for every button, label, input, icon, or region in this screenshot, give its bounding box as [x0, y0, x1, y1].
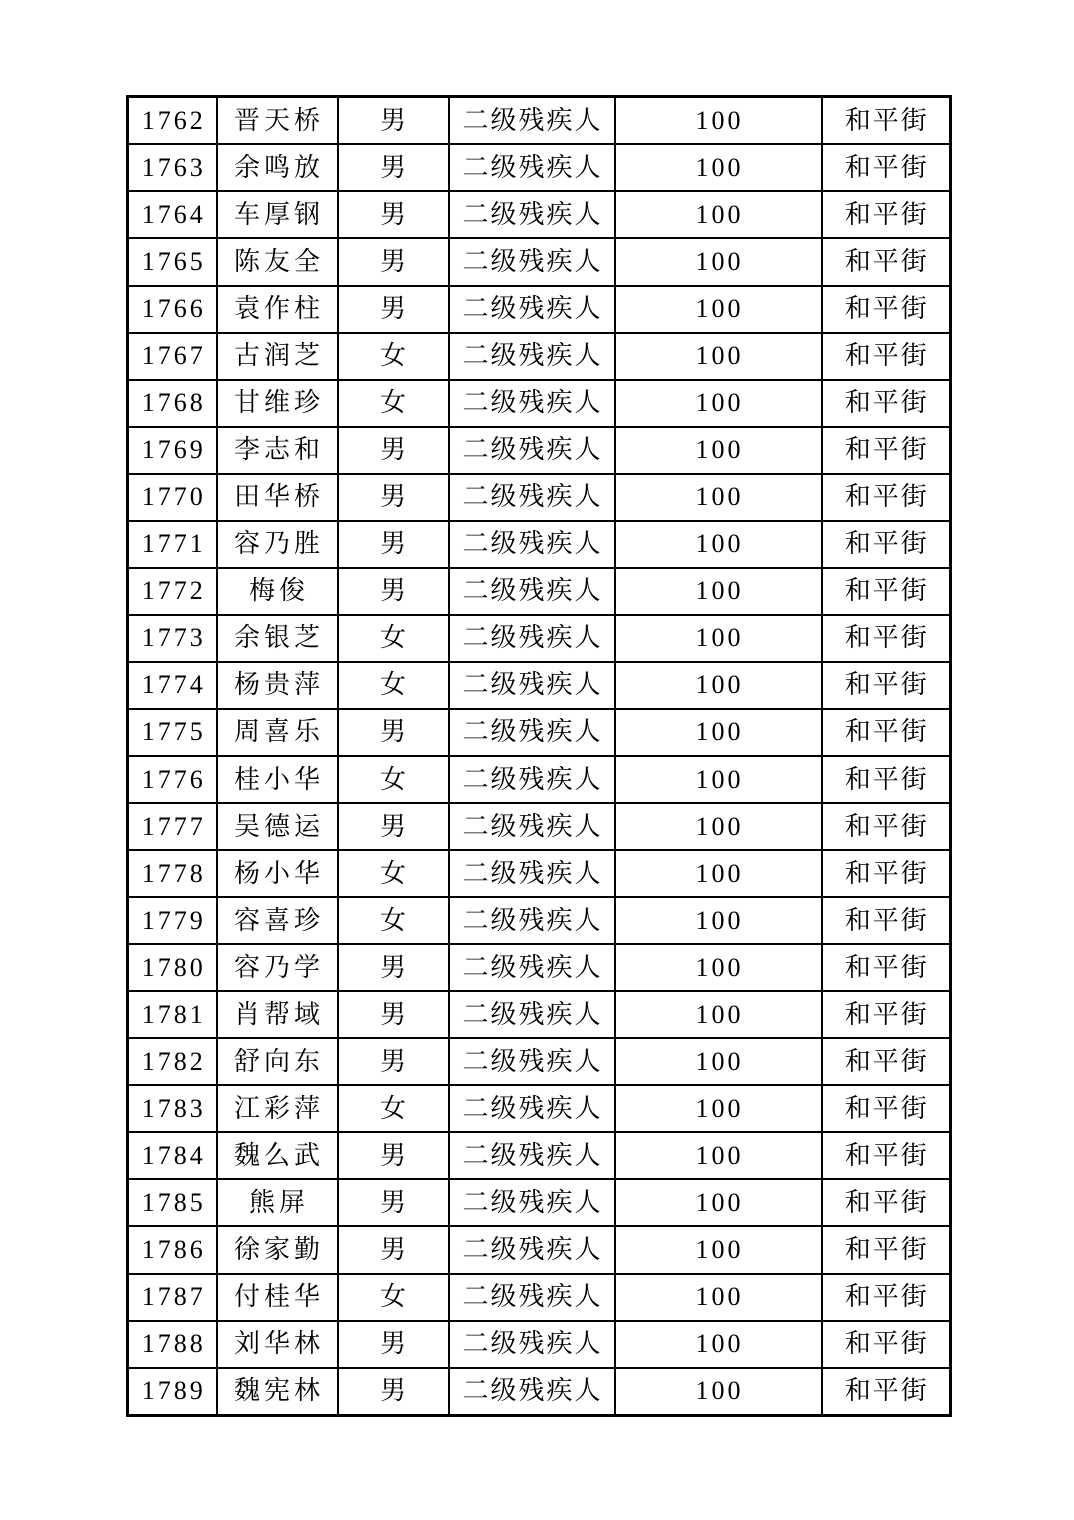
gender-cell: 男: [338, 944, 449, 991]
disability-category-cell: 二级残疾人: [449, 191, 615, 238]
gender-cell: 男: [338, 144, 449, 191]
person-name-cell: 陈友全: [217, 238, 338, 285]
person-name-cell: 容乃学: [217, 944, 338, 991]
street-district-cell: 和平街: [822, 427, 951, 474]
gender-cell: 女: [338, 897, 449, 944]
person-name-cell: 周喜乐: [217, 709, 338, 756]
table-row: [128, 944, 951, 991]
serial-number-cell: 1782: [128, 1038, 217, 1085]
table-row: [128, 1132, 951, 1179]
subsidy-amount-cell: 100: [615, 1321, 822, 1368]
gender-cell: 男: [338, 1179, 449, 1226]
gender-cell: 男: [338, 521, 449, 568]
person-name-cell: 车厚钢: [217, 191, 338, 238]
table-row: [128, 144, 951, 191]
serial-number-cell: 1779: [128, 897, 217, 944]
table-row: [128, 191, 951, 238]
serial-number-cell: 1764: [128, 191, 217, 238]
serial-number-cell: 1765: [128, 238, 217, 285]
gender-cell: 女: [338, 756, 449, 803]
gender-cell: 男: [338, 1132, 449, 1179]
serial-number-cell: 1773: [128, 615, 217, 662]
gender-cell: 男: [338, 1321, 449, 1368]
street-district-cell: 和平街: [822, 803, 951, 850]
table-row: [128, 333, 951, 380]
disability-category-cell: 二级残疾人: [449, 568, 615, 615]
street-district-cell: 和平街: [822, 380, 951, 427]
subsidy-amount-cell: 100: [615, 333, 822, 380]
subsidy-amount-cell: 100: [615, 850, 822, 897]
serial-number-cell: 1788: [128, 1321, 217, 1368]
person-name-cell: 梅俊: [217, 568, 338, 615]
street-district-cell: 和平街: [822, 1274, 951, 1321]
gender-cell: 女: [338, 1085, 449, 1132]
table-row: [128, 991, 951, 1038]
table-row: [128, 427, 951, 474]
street-district-cell: 和平街: [822, 1179, 951, 1226]
subsidy-amount-cell: 100: [615, 709, 822, 756]
disability-category-cell: 二级残疾人: [449, 1179, 615, 1226]
person-name-cell: 田华桥: [217, 474, 338, 521]
subsidy-amount-cell: 100: [615, 474, 822, 521]
gender-cell: 男: [338, 803, 449, 850]
subsidy-amount-cell: 100: [615, 615, 822, 662]
serial-number-cell: 1771: [128, 521, 217, 568]
subsidy-amount-cell: 100: [615, 568, 822, 615]
disability-category-cell: 二级残疾人: [449, 97, 615, 145]
disability-category-cell: 二级残疾人: [449, 662, 615, 709]
serial-number-cell: 1775: [128, 709, 217, 756]
serial-number-cell: 1770: [128, 474, 217, 521]
table-row: [128, 1368, 951, 1416]
subsidy-amount-cell: 100: [615, 1226, 822, 1273]
serial-number-cell: 1785: [128, 1179, 217, 1226]
serial-number-cell: 1781: [128, 991, 217, 1038]
disability-category-cell: 二级残疾人: [449, 286, 615, 333]
gender-cell: 男: [338, 238, 449, 285]
street-district-cell: 和平街: [822, 944, 951, 991]
disability-subsidy-roster-table: [126, 95, 952, 1417]
subsidy-amount-cell: 100: [615, 97, 822, 145]
disability-category-cell: 二级残疾人: [449, 1274, 615, 1321]
table-row: [128, 709, 951, 756]
table-row: [128, 1274, 951, 1321]
table-row: [128, 1226, 951, 1273]
person-name-cell: 李志和: [217, 427, 338, 474]
gender-cell: 男: [338, 709, 449, 756]
table-row: [128, 286, 951, 333]
table-row: [128, 615, 951, 662]
gender-cell: 女: [338, 662, 449, 709]
disability-category-cell: 二级残疾人: [449, 427, 615, 474]
gender-cell: 男: [338, 568, 449, 615]
disability-category-cell: 二级残疾人: [449, 944, 615, 991]
subsidy-amount-cell: 100: [615, 991, 822, 1038]
person-name-cell: 肖帮域: [217, 991, 338, 1038]
person-name-cell: 容乃胜: [217, 521, 338, 568]
disability-category-cell: 二级残疾人: [449, 803, 615, 850]
serial-number-cell: 1780: [128, 944, 217, 991]
table-row: [128, 897, 951, 944]
street-district-cell: 和平街: [822, 286, 951, 333]
serial-number-cell: 1774: [128, 662, 217, 709]
subsidy-amount-cell: 100: [615, 238, 822, 285]
table-row: [128, 568, 951, 615]
disability-category-cell: 二级残疾人: [449, 897, 615, 944]
serial-number-cell: 1767: [128, 333, 217, 380]
serial-number-cell: 1763: [128, 144, 217, 191]
gender-cell: 女: [338, 850, 449, 897]
disability-category-cell: 二级残疾人: [449, 1085, 615, 1132]
table-row: [128, 1038, 951, 1085]
serial-number-cell: 1783: [128, 1085, 217, 1132]
disability-category-cell: 二级残疾人: [449, 144, 615, 191]
table-row: [128, 521, 951, 568]
person-name-cell: 熊屏: [217, 1179, 338, 1226]
street-district-cell: 和平街: [822, 1132, 951, 1179]
person-name-cell: 甘维珍: [217, 380, 338, 427]
serial-number-cell: 1762: [128, 97, 217, 145]
person-name-cell: 余银芝: [217, 615, 338, 662]
disability-category-cell: 二级残疾人: [449, 615, 615, 662]
disability-category-cell: 二级残疾人: [449, 238, 615, 285]
serial-number-cell: 1777: [128, 803, 217, 850]
person-name-cell: 杨贵萍: [217, 662, 338, 709]
serial-number-cell: 1768: [128, 380, 217, 427]
table-row: [128, 238, 951, 285]
person-name-cell: 魏么武: [217, 1132, 338, 1179]
serial-number-cell: 1786: [128, 1226, 217, 1273]
subsidy-amount-cell: 100: [615, 1085, 822, 1132]
subsidy-amount-cell: 100: [615, 286, 822, 333]
street-district-cell: 和平街: [822, 709, 951, 756]
table-row: [128, 662, 951, 709]
person-name-cell: 徐家勤: [217, 1226, 338, 1273]
street-district-cell: 和平街: [822, 1368, 951, 1416]
disability-category-cell: 二级残疾人: [449, 1226, 615, 1273]
street-district-cell: 和平街: [822, 1226, 951, 1273]
street-district-cell: 和平街: [822, 991, 951, 1038]
table-row: [128, 756, 951, 803]
gender-cell: 男: [338, 1368, 449, 1416]
disability-category-cell: 二级残疾人: [449, 1038, 615, 1085]
subsidy-amount-cell: 100: [615, 1038, 822, 1085]
subsidy-amount-cell: 100: [615, 144, 822, 191]
serial-number-cell: 1766: [128, 286, 217, 333]
street-district-cell: 和平街: [822, 1085, 951, 1132]
table-row: [128, 1179, 951, 1226]
subsidy-amount-cell: 100: [615, 191, 822, 238]
gender-cell: 男: [338, 286, 449, 333]
subsidy-amount-cell: 100: [615, 1179, 822, 1226]
disability-category-cell: 二级残疾人: [449, 1321, 615, 1368]
gender-cell: 男: [338, 1226, 449, 1273]
gender-cell: 男: [338, 1038, 449, 1085]
gender-cell: 男: [338, 191, 449, 238]
person-name-cell: 容喜珍: [217, 897, 338, 944]
disability-category-cell: 二级残疾人: [449, 521, 615, 568]
serial-number-cell: 1778: [128, 850, 217, 897]
serial-number-cell: 1784: [128, 1132, 217, 1179]
serial-number-cell: 1776: [128, 756, 217, 803]
serial-number-cell: 1769: [128, 427, 217, 474]
gender-cell: 女: [338, 380, 449, 427]
serial-number-cell: 1789: [128, 1368, 217, 1416]
person-name-cell: 杨小华: [217, 850, 338, 897]
table-row: [128, 850, 951, 897]
subsidy-amount-cell: 100: [615, 380, 822, 427]
street-district-cell: 和平街: [822, 568, 951, 615]
street-district-cell: 和平街: [822, 333, 951, 380]
subsidy-amount-cell: 100: [615, 521, 822, 568]
subsidy-amount-cell: 100: [615, 1274, 822, 1321]
gender-cell: 女: [338, 333, 449, 380]
gender-cell: 男: [338, 991, 449, 1038]
table-row: [128, 474, 951, 521]
disability-category-cell: 二级残疾人: [449, 991, 615, 1038]
subsidy-amount-cell: 100: [615, 1368, 822, 1416]
person-name-cell: 古润芝: [217, 333, 338, 380]
table-row: [128, 1321, 951, 1368]
person-name-cell: 江彩萍: [217, 1085, 338, 1132]
subsidy-amount-cell: 100: [615, 662, 822, 709]
disability-category-cell: 二级残疾人: [449, 850, 615, 897]
street-district-cell: 和平街: [822, 1321, 951, 1368]
serial-number-cell: 1772: [128, 568, 217, 615]
subsidy-amount-cell: 100: [615, 427, 822, 474]
subsidy-amount-cell: 100: [615, 897, 822, 944]
disability-category-cell: 二级残疾人: [449, 1368, 615, 1416]
person-name-cell: 刘华林: [217, 1321, 338, 1368]
street-district-cell: 和平街: [822, 474, 951, 521]
gender-cell: 男: [338, 474, 449, 521]
disability-category-cell: 二级残疾人: [449, 333, 615, 380]
disability-category-cell: 二级残疾人: [449, 756, 615, 803]
table-row: [128, 803, 951, 850]
table-body: [128, 97, 951, 1416]
gender-cell: 女: [338, 1274, 449, 1321]
table-row: [128, 380, 951, 427]
subsidy-amount-cell: 100: [615, 1132, 822, 1179]
disability-category-cell: 二级残疾人: [449, 1132, 615, 1179]
subsidy-amount-cell: 100: [615, 756, 822, 803]
disability-category-cell: 二级残疾人: [449, 474, 615, 521]
table-row: [128, 97, 951, 145]
street-district-cell: 和平街: [822, 97, 951, 145]
person-name-cell: 付桂华: [217, 1274, 338, 1321]
subsidy-amount-cell: 100: [615, 944, 822, 991]
person-name-cell: 魏宪林: [217, 1368, 338, 1416]
table-row: [128, 1085, 951, 1132]
person-name-cell: 桂小华: [217, 756, 338, 803]
street-district-cell: 和平街: [822, 144, 951, 191]
person-name-cell: 袁作柱: [217, 286, 338, 333]
street-district-cell: 和平街: [822, 662, 951, 709]
street-district-cell: 和平街: [822, 850, 951, 897]
gender-cell: 男: [338, 97, 449, 145]
person-name-cell: 晋天桥: [217, 97, 338, 145]
street-district-cell: 和平街: [822, 756, 951, 803]
subsidy-amount-cell: 100: [615, 803, 822, 850]
disability-category-cell: 二级残疾人: [449, 380, 615, 427]
person-name-cell: 余鸣放: [217, 144, 338, 191]
street-district-cell: 和平街: [822, 615, 951, 662]
disability-category-cell: 二级残疾人: [449, 709, 615, 756]
street-district-cell: 和平街: [822, 191, 951, 238]
street-district-cell: 和平街: [822, 238, 951, 285]
street-district-cell: 和平街: [822, 897, 951, 944]
person-name-cell: 舒向东: [217, 1038, 338, 1085]
street-district-cell: 和平街: [822, 521, 951, 568]
gender-cell: 女: [338, 615, 449, 662]
person-name-cell: 吴德运: [217, 803, 338, 850]
gender-cell: 男: [338, 427, 449, 474]
street-district-cell: 和平街: [822, 1038, 951, 1085]
serial-number-cell: 1787: [128, 1274, 217, 1321]
